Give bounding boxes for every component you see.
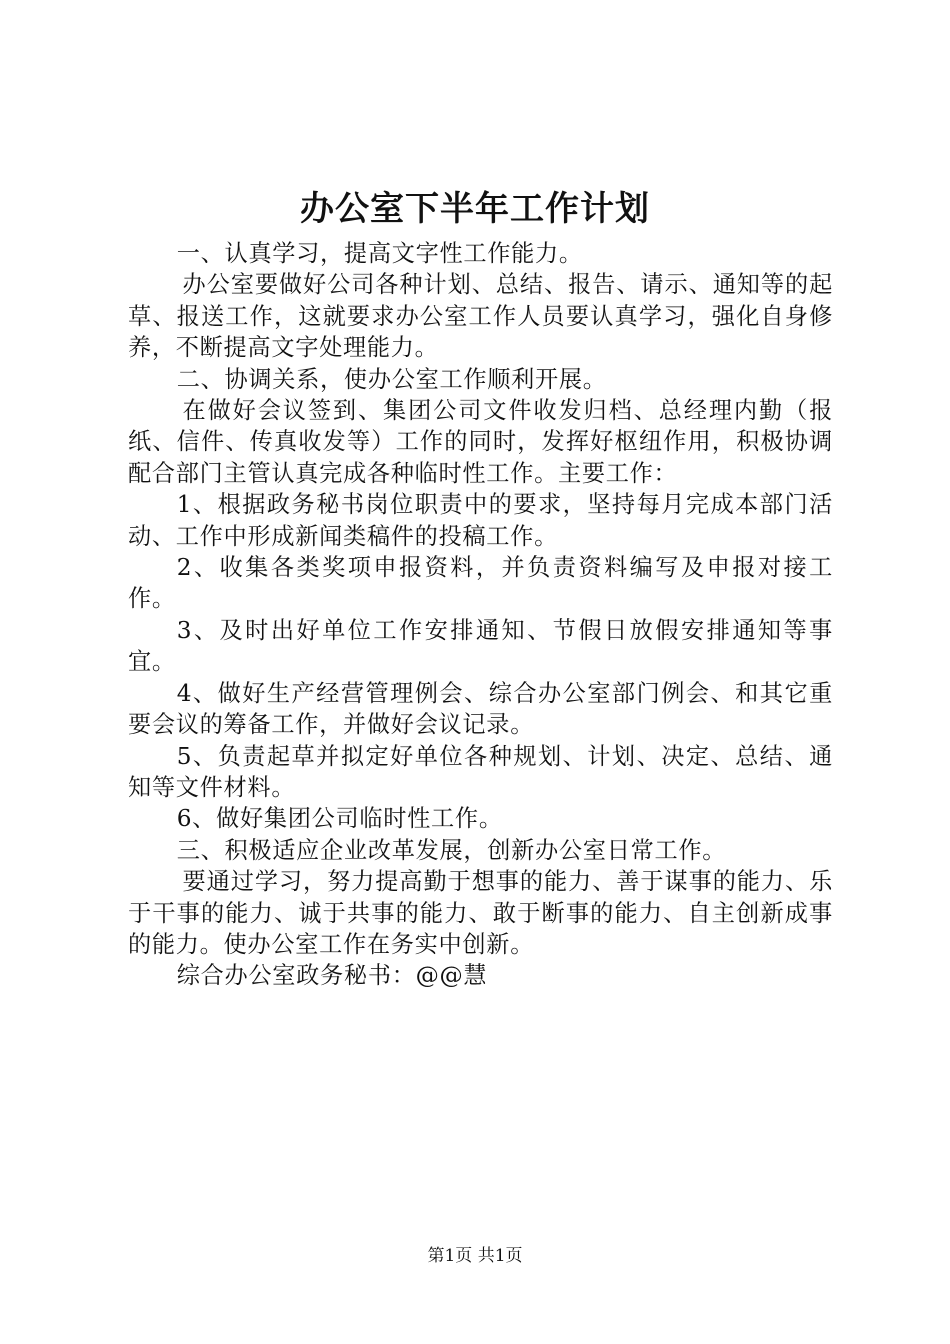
document-body [128, 238, 833, 992]
signature-line: 综合办公室政务秘书：@@慧 [176, 962, 488, 990]
page-number-footer: 第1页 共1页 [427, 1246, 523, 1266]
paragraph-coordination-duties: 在做好会议签到、集团公司文件收发归档、总经理内勤（报纸、信件、传真收发等）工作的同时，发挥好枢纽作用，积极协调配合部门主管认真完成各种临时性工作。主要工作： [128, 397, 833, 487]
list-item-2: 2、收集各类奖项申报资料，并负责资料编写及申报对接工作。 [128, 554, 833, 613]
section-heading-1: 一、认真学习，提高文字性工作能力。 [176, 240, 583, 267]
list-item-5: 5、负责起草并拟定好单位各种规划、计划、决定、总结、通知等文件材料。 [128, 742, 833, 801]
list-item-1: 1、根据政务秘书岗位职责中的要求，坚持每月完成本部门活动、工作中形成新闻类稿件的投稿工作。 [128, 491, 833, 550]
list-item-6: 6、做好集团公司临时性工作。 [176, 805, 503, 833]
paragraph-innovation-goals: 要通过学习，努力提高勤于想事的能力、善于谋事的能力、乐于干事的能力、诚于共事的能力、敢于断事的能力、自主创新成事的能力。使办公室工作在务实中创新。 [128, 868, 833, 958]
list-item-3: 3、及时出好单位工作安排通知、节假日放假安排通知等事宜。 [128, 616, 833, 676]
list-item-4: 4、做好生产经营管理例会、综合办公室部门例会、和其它重要会议的筹备工作，并做好会议记录。 [128, 679, 833, 739]
paragraph-writing-duties: 办公室要做好公司各种计划、总结、报告、请示、通知等的起草、报送工作，这就要求办公室工作人员要认真学习，强化自身修养，不断提高文字处理能力。 [128, 271, 833, 362]
document-title: 办公室下半年工作计划 [300, 189, 650, 229]
section-heading-3: 三、积极适应企业改革发展，创新办公室日常工作。 [176, 836, 727, 864]
section-heading-2: 二、协调关系，使办公室工作顺利开展。 [176, 365, 607, 393]
